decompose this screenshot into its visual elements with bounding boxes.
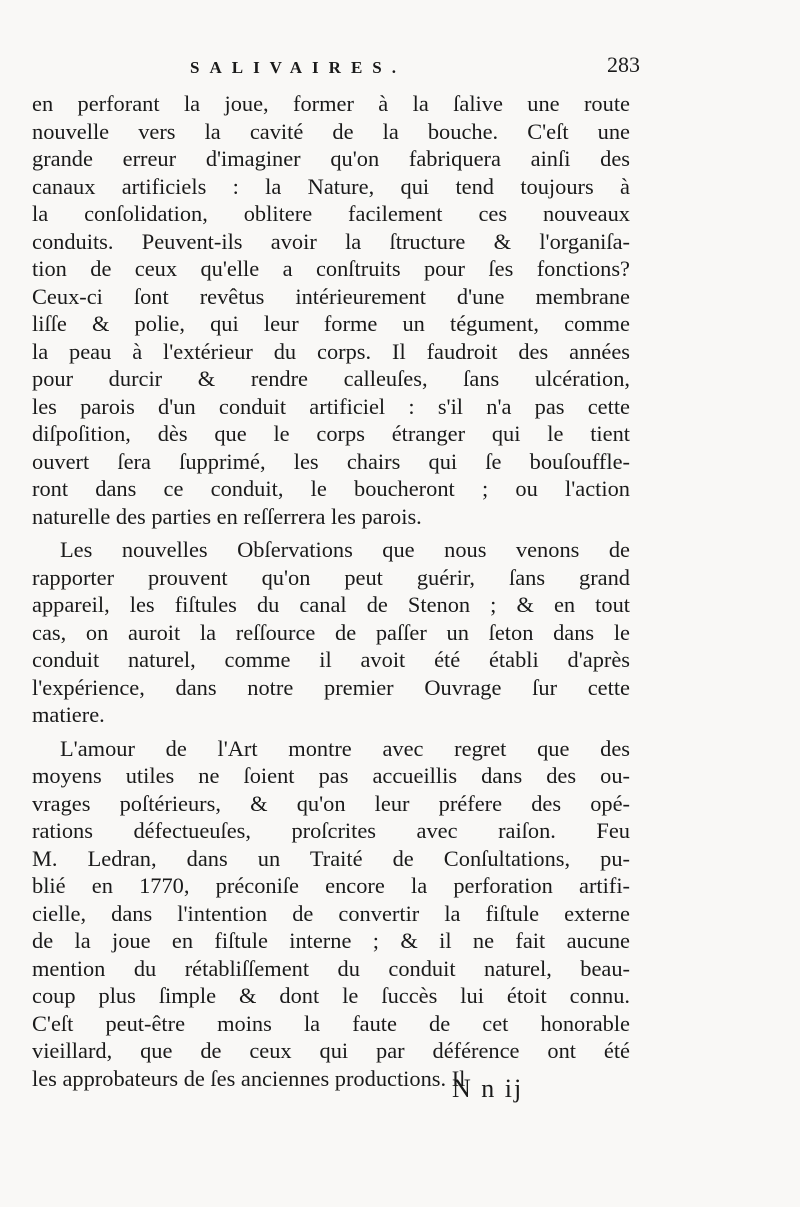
text-line: rapporter prouvent qu'on peut guérir, ſans grand bbox=[32, 564, 630, 590]
text-line: C'eſt peut-être moins la faute de cet honorable bbox=[32, 1010, 630, 1036]
text-line: canaux artificiels : la Nature, qui tend toujours à bbox=[32, 173, 630, 199]
text-line: liſſe & polie, qui leur forme un tégument, comme bbox=[32, 311, 630, 336]
text-line: les parois d'un conduit artificiel : s'il n'a pas cette bbox=[32, 393, 630, 419]
paragraph bbox=[32, 536, 630, 729]
text-line: Les nouvelles Obſervations que nous venons de bbox=[60, 537, 630, 562]
text-line: M. Ledran, dans un Traité de Conſultations, pu- bbox=[32, 845, 630, 871]
text-line: en perforant la joue, former à la ſalive une route bbox=[32, 91, 630, 116]
text-line: vieillard, que de ceux qui par déférence ont été bbox=[32, 1038, 630, 1063]
text-line: ront dans ce conduit, le boucheront ; ou l'action bbox=[32, 476, 630, 501]
running-title: SALIVAIRES. bbox=[190, 58, 406, 77]
text-line: la conſolidation, oblitere facilement ces nouveaux bbox=[32, 201, 630, 226]
text-line: conduit naturel, comme il avoit été établi d'après bbox=[32, 647, 630, 672]
body-text bbox=[32, 90, 630, 1092]
text-line: cielle, dans l'intention de convertir la fiſtule externe bbox=[32, 900, 630, 926]
text-line: grande erreur d'imaginer qu'on fabriquera ainſi des bbox=[32, 146, 630, 171]
text-line: nouvelle vers la cavité de la bouche. C'eſt une bbox=[32, 118, 630, 144]
text-line: rations défectueuſes, proſcrites avec raiſon. Feu bbox=[32, 818, 630, 843]
bleed-through-margin-note bbox=[655, 170, 775, 350]
bleed-through-margin-note-lower bbox=[640, 880, 760, 980]
paragraph bbox=[32, 735, 630, 1093]
text-line: de la joue en fiſtule interne ; & il ne fait aucune bbox=[32, 928, 630, 953]
text-line: tion de ceux qu'elle a conſtruits pour ſes fonctions? bbox=[32, 256, 630, 281]
text-line: les approbateurs de ſes anciennes productions. Il bbox=[32, 1065, 466, 1091]
text-line: moyens utiles ne ſoient pas accueillis dans des ou- bbox=[32, 763, 630, 788]
text-line: appareil, les fiſtules du canal de Stenon ; & en tout bbox=[32, 592, 630, 617]
page-number: 283 bbox=[607, 52, 640, 77]
text-line: Ceux-ci ſont revêtus intérieurement d'une membrane bbox=[32, 283, 630, 309]
text-line: mention du rétabliſſement du conduit naturel, beau- bbox=[32, 955, 630, 981]
text-line: pour durcir & rendre calleuſes, ſans ulcération, bbox=[32, 366, 630, 391]
text-line: L'amour de l'Art montre avec regret que des bbox=[60, 735, 630, 761]
text-line: vrages poſtérieurs, & qu'on leur préfere des opé- bbox=[32, 790, 630, 816]
text-line: ouvert ſera ſupprimé, les chairs qui ſe bouſouffle- bbox=[32, 448, 630, 474]
text-line: la peau à l'extérieur du corps. Il faudroit des années bbox=[32, 338, 630, 364]
text-line: diſpoſition, dès que le corps étranger qui le tient bbox=[32, 421, 630, 446]
text-line: conduits. Peuvent-ils avoir la ſtructure & l'organiſa- bbox=[32, 228, 630, 254]
text-line: l'expérience, dans notre premier Ouvrage ſur cette bbox=[32, 674, 630, 700]
running-head bbox=[60, 52, 640, 88]
text-line: naturelle des parties en reſſerrera les parois. bbox=[32, 503, 422, 529]
text-line: matiere. bbox=[32, 702, 105, 727]
text-line: cas, on auroit la reſſource de paſſer un ſeton dans le bbox=[32, 619, 630, 645]
signature-mark: N n ij bbox=[452, 1074, 524, 1103]
text-line: coup plus ſimple & dont le ſuccès lui étoit connu. bbox=[32, 983, 630, 1008]
paragraph bbox=[32, 90, 630, 530]
text-line: blié en 1770, préconiſe encore la perforation artifi- bbox=[32, 873, 630, 898]
